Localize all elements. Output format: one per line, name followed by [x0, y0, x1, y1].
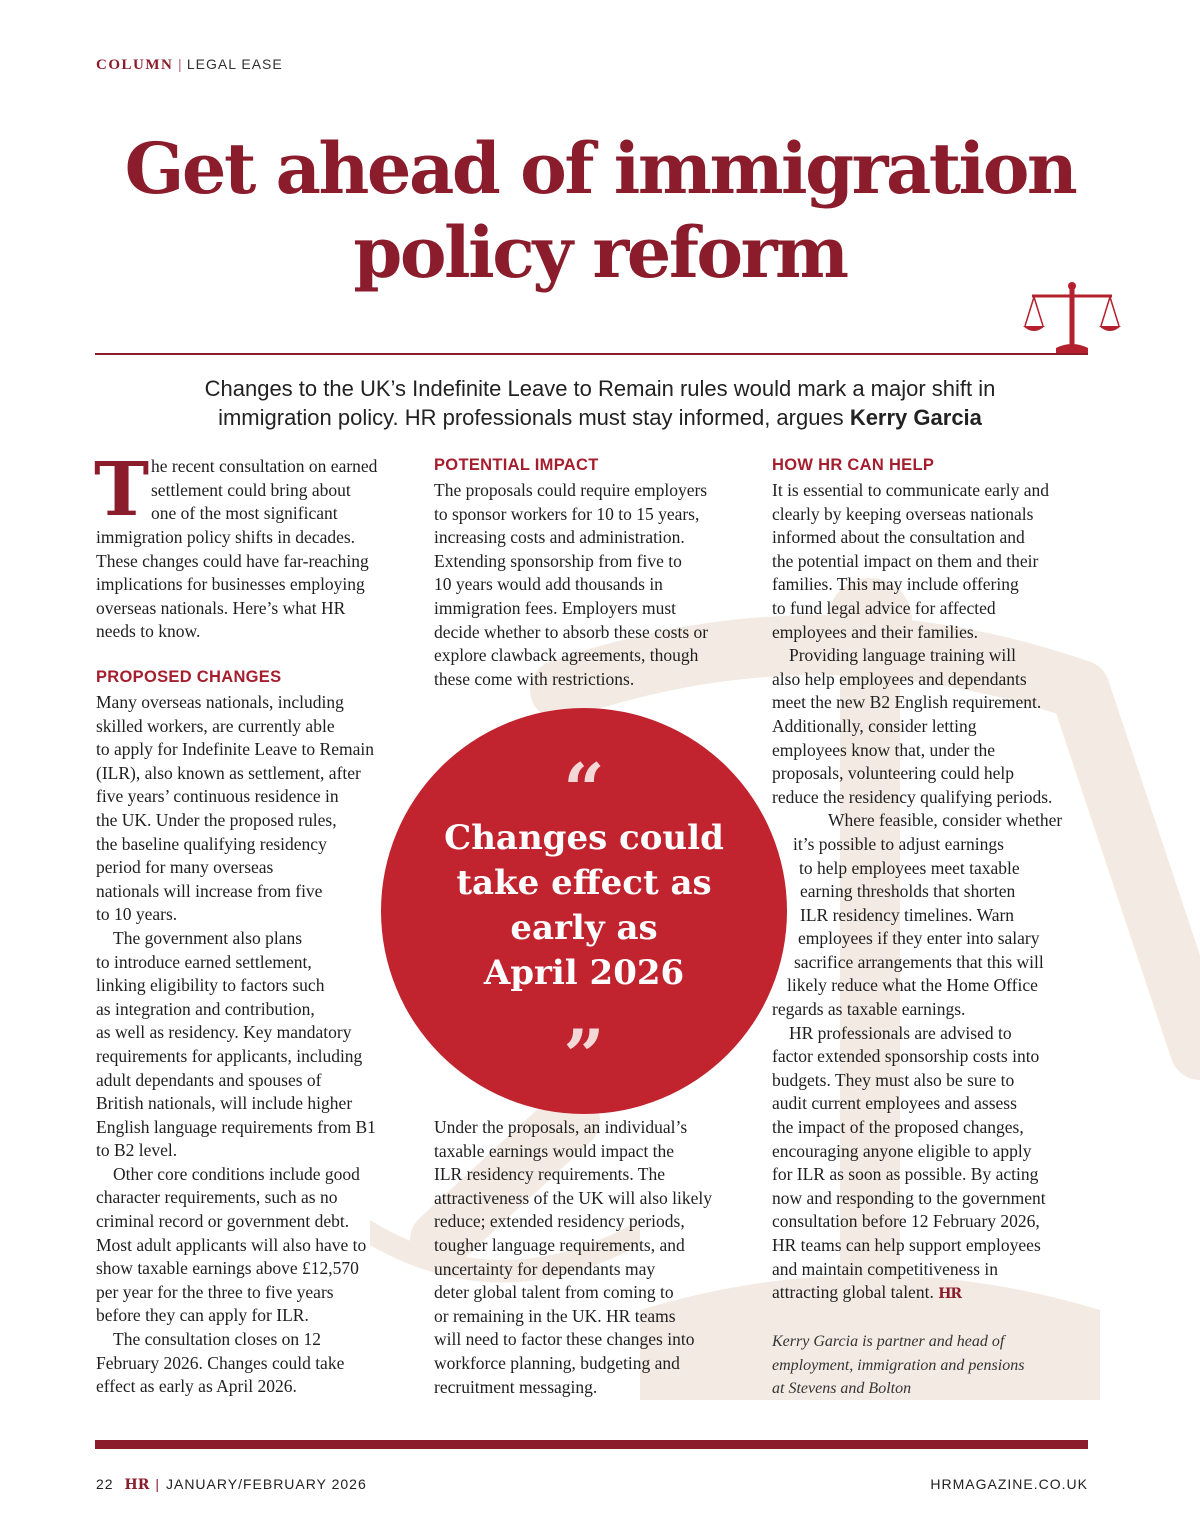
headline-line-2: policy reform: [353, 211, 847, 294]
text-line: as integration and contribution,: [96, 998, 315, 1019]
text-line: to 10 years.: [96, 904, 178, 925]
text-line: [772, 1281, 1062, 1305]
issue-date: JANUARY/FEBRUARY 2026: [165, 1476, 367, 1492]
text-line: audit current employees and assess: [772, 1093, 1017, 1114]
text-line: Many overseas nationals, including: [96, 692, 344, 712]
text-line: uncertainty for dependants may: [434, 1258, 656, 1279]
text-line: It is essential to communicate early and: [772, 480, 1049, 500]
text-line: adult dependants and spouses of: [96, 1069, 322, 1090]
kicker-column-name: LEGAL EASE: [186, 56, 283, 72]
text-line: reduce the residency qualifying periods.: [772, 786, 1053, 807]
text-line: per year for the three to five years: [96, 1281, 334, 1302]
text-line-end: attracting global talent.: [772, 1282, 934, 1303]
text-line: The government also plans: [113, 927, 303, 948]
text-line: five years’ continuous residence in: [96, 786, 339, 807]
standfirst-text: immigration policy. HR professionals must stay informed, argues: [218, 405, 844, 430]
text-line: encouraging anyone eligible to apply: [772, 1140, 1032, 1161]
text-line: Providing language training will: [789, 645, 1016, 666]
text-line: February 2026. Changes could take: [96, 1352, 345, 1373]
text-line: before they can apply for ILR.: [96, 1305, 309, 1326]
footer-divider: |: [155, 1476, 160, 1492]
text-line: The proposals could require employers: [434, 480, 708, 500]
text-line: regards as taxable earnings.: [772, 999, 966, 1020]
text-line: workforce planning, budgeting and: [434, 1352, 680, 1373]
text-line: meet the new B2 English requirement.: [772, 692, 1042, 713]
byline-line: employment, immigration and pensions: [772, 1356, 1025, 1374]
standfirst-line-1: Changes to the UK’s Indefinite Leave to Remain rules would mark a major shift in: [204, 376, 996, 401]
text-line: proposals, volunteering could help: [772, 763, 1015, 784]
text-line: increasing costs and administration.: [434, 527, 685, 548]
subheading-how-hr-can-help: HOW HR CAN HELP: [772, 456, 935, 474]
text-line: the impact of the proposed changes,: [772, 1117, 1024, 1138]
text-line: effect as early as April 2026.: [96, 1376, 297, 1397]
text-line: the UK. Under the proposed rules,: [96, 809, 337, 830]
footer-rule: [95, 1440, 1088, 1449]
pullquote-line: April 2026: [483, 953, 685, 993]
kicker-divider: |: [178, 57, 182, 73]
byline-line: Kerry Garcia is partner and head of: [772, 1333, 1005, 1350]
dropcap: T: [94, 447, 150, 533]
text-line: overseas nationals. Here’s what HR: [96, 597, 346, 618]
text-line: The consultation closes on 12: [113, 1329, 322, 1350]
text-line: or remaining in the UK. HR teams: [434, 1305, 676, 1326]
text-line: decide whether to absorb these costs or: [434, 621, 709, 642]
text-line: period for many overseas: [96, 857, 274, 878]
text-line: to fund legal advice for affected: [772, 597, 996, 618]
author-byline: [772, 1330, 1024, 1401]
potential-impact-body-cont: [434, 1116, 712, 1399]
standfirst-author: Kerry Garcia: [849, 405, 982, 430]
text-line: needs to know.: [96, 621, 201, 642]
pullquote-line: early as: [510, 908, 658, 948]
text-line: consultation before 12 February 2026,: [772, 1211, 1040, 1232]
text-line: deter global talent from coming to: [434, 1282, 674, 1303]
headline-rule: [95, 353, 1088, 355]
text-line: immigration policy shifts in decades.: [96, 527, 356, 547]
text-line: HR teams can help support employees: [772, 1235, 1041, 1255]
text-line: employees if they enter into salary: [798, 928, 1040, 949]
text-line: tougher language requirements, and: [434, 1234, 685, 1255]
headline-line-1: Get ahead of immigration: [124, 127, 1076, 210]
text-line: requirements for applicants, including: [96, 1045, 363, 1066]
text-line: Under the proposals, an individual’s: [434, 1117, 688, 1137]
text-line: Additionally, consider letting: [772, 715, 977, 736]
how-hr-can-help-body: [772, 479, 1062, 1305]
text-line: recruitment messaging.: [434, 1376, 598, 1397]
text-line: settlement could bring about: [151, 479, 351, 500]
text-line: now and responding to the government: [772, 1187, 1046, 1208]
intro-paragraph: [151, 455, 377, 526]
footer-left: [96, 1476, 367, 1493]
text-line: to B2 level.: [96, 1140, 178, 1161]
text-line: character requirements, such as no: [96, 1187, 338, 1208]
text-line: Where feasible, consider whether: [828, 810, 1063, 831]
text-line: and maintain competitiveness in: [772, 1258, 998, 1279]
text-line: linking eligibility to factors such: [96, 975, 325, 996]
text-line: These changes could have far-reaching: [96, 550, 369, 571]
text-line: the potential impact on them and their: [772, 550, 1039, 571]
text-line: skilled workers, are currently able: [96, 715, 335, 736]
text-line: show taxable earnings above £12,570: [96, 1258, 359, 1279]
hr-end-mark: HR: [938, 1286, 962, 1303]
text-line: to apply for Indefinite Leave to Remain: [96, 739, 374, 760]
text-line: ILR residency timelines. Warn: [800, 904, 1015, 925]
text-line: clearly by keeping overseas nationals: [772, 503, 1034, 524]
close-quote-icon: ”: [563, 1013, 605, 1098]
text-line: informed about the consultation and: [772, 527, 1025, 548]
text-line: immigration fees. Employers must: [434, 597, 677, 618]
text-line: to sponsor workers for 10 to 15 years,: [434, 503, 700, 524]
kicker: [96, 56, 283, 74]
text-line: the baseline qualifying residency: [96, 833, 327, 854]
kicker-section: COLUMN: [96, 57, 174, 73]
pullquote-line: Changes could: [444, 818, 724, 858]
text-line: one of the most significant: [151, 503, 338, 524]
text-line: Most adult applicants will also have to: [96, 1234, 367, 1255]
text-line: HR professionals are advised to: [789, 1022, 1012, 1043]
text-line: budgets. They must also be sure to: [772, 1069, 1015, 1090]
text-line: employees and their families.: [772, 621, 979, 642]
text-line: reduce; extended residency periods,: [434, 1211, 685, 1232]
text-line: British nationals, will include higher: [96, 1093, 353, 1114]
text-line: also help employees and dependants: [772, 668, 1027, 689]
text-line: Extending sponsorship from five to: [434, 550, 682, 571]
text-line: employees know that, under the: [772, 739, 996, 760]
pullquote-line: take effect as: [456, 863, 712, 903]
text-line: English language requirements from B1: [96, 1116, 376, 1137]
text-line: he recent consultation on earned: [151, 456, 378, 476]
text-line: as well as residency. Key mandatory: [96, 1022, 352, 1043]
text-line: criminal record or government debt.: [96, 1211, 350, 1232]
text-line: sacrifice arrangements that this will: [794, 951, 1044, 972]
text-line: (ILR), also known as settlement, after: [96, 762, 361, 783]
text-line: likely reduce what the Home Office: [787, 975, 1038, 996]
text-line: families. This may include offering: [772, 574, 1019, 595]
text-line: nationals will increase from five: [96, 880, 323, 901]
text-line: it’s possible to adjust earnings: [793, 833, 1004, 854]
subheading-potential-impact: POTENTIAL IMPACT: [434, 456, 599, 474]
text-line: attractiveness of the UK will also likely: [434, 1187, 712, 1208]
text-line: implications for businesses employing: [96, 574, 365, 595]
standfirst-line-2: [96, 403, 1104, 433]
scales-of-justice-icon: [1022, 280, 1122, 358]
text-line: these come with restrictions.: [434, 668, 635, 689]
page-number: 22: [96, 1476, 114, 1492]
footer-website: HRMAGAZINE.CO.UK: [930, 1476, 1088, 1492]
text-line: factor extended sponsorship costs into: [772, 1046, 1040, 1067]
open-quote-icon: “: [563, 747, 605, 832]
subheading-proposed-changes: PROPOSED CHANGES: [96, 668, 282, 686]
text-line: ILR residency requirements. The: [434, 1164, 665, 1185]
text-line: will need to factor these changes into: [434, 1329, 695, 1350]
text-line: earning thresholds that shorten: [800, 881, 1016, 902]
proposed-changes-body: [96, 691, 376, 1399]
text-line: taxable earnings would impact the: [434, 1140, 675, 1161]
text-line: to introduce earned settlement,: [96, 951, 312, 972]
intro-paragraph-cont: [96, 526, 369, 644]
byline-line: at Stevens and Bolton: [772, 1380, 912, 1398]
potential-impact-body: [434, 479, 708, 691]
text-line: 10 years would add thousands in: [434, 574, 663, 595]
text-line: for ILR as soon as possible. By acting: [772, 1164, 1039, 1185]
text-line: explore clawback agreements, though: [434, 645, 699, 666]
magazine-logo: HR: [124, 1477, 150, 1493]
text-line: to help employees meet taxable: [799, 857, 1020, 878]
text-line: Other core conditions include good: [113, 1163, 360, 1184]
